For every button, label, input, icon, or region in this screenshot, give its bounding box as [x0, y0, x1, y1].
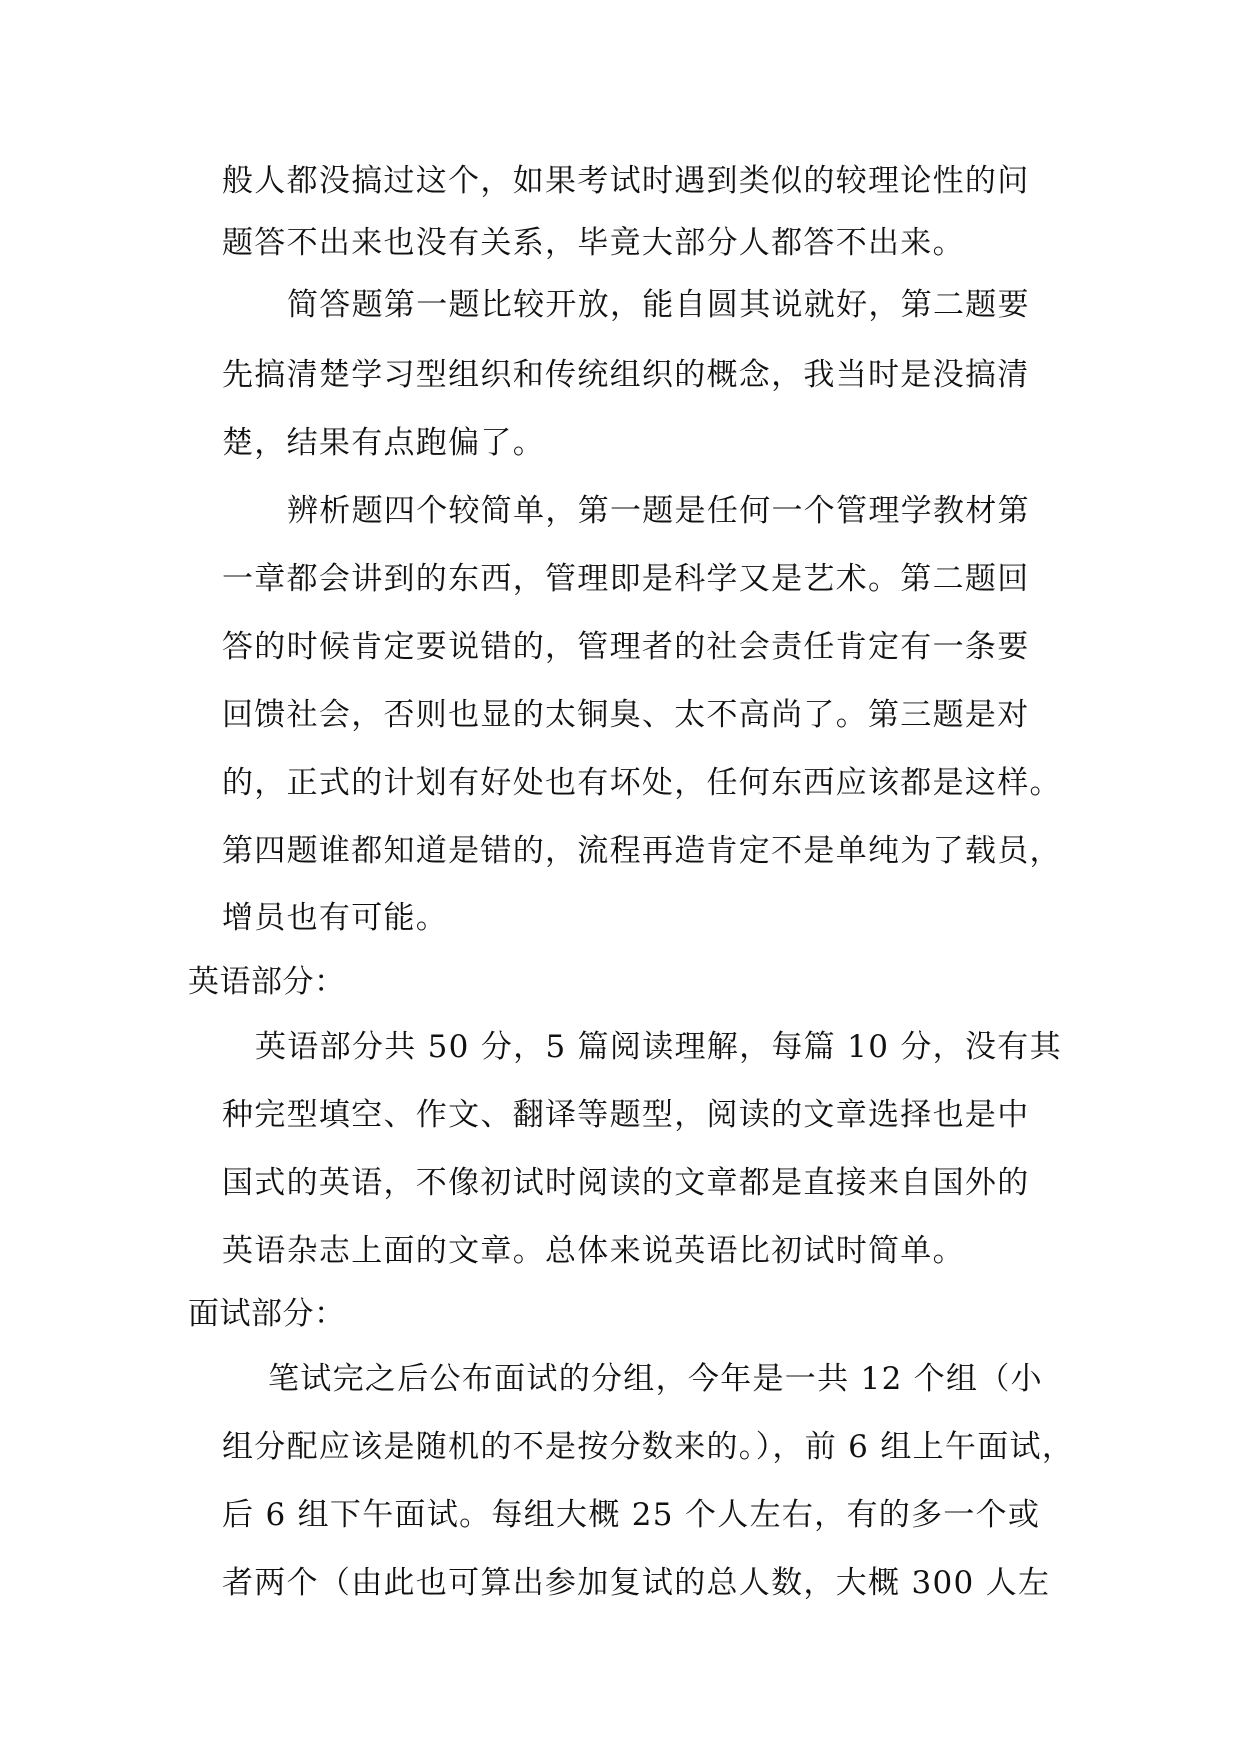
- text-line: 先搞清楚学习型组织和传统组织的概念，我当时是没搞清: [222, 357, 1030, 393]
- text-line: 回馈社会，否则也显的太铜臭、太不高尚了。第三题是对: [222, 697, 1030, 733]
- text-line: 增员也有可能。: [222, 900, 449, 936]
- text-line: 辨析题四个较简单，第一题是任何一个管理学教材第: [287, 493, 1030, 529]
- text-line: 英语杂志上面的文章。总体来说英语比初试时简单。: [222, 1233, 965, 1269]
- text-line: 题答不出来也没有关系，毕竟大部分人都答不出来。: [222, 225, 965, 261]
- section-heading-english: 英语部分：: [188, 964, 346, 1000]
- text-line: 种完型填空、作文、翻译等题型，阅读的文章选择也是中: [222, 1097, 1030, 1133]
- text-line: 答的时候肯定要说错的，管理者的社会责任肯定有一条要: [222, 629, 1030, 665]
- text-line: 笔试完之后公布面试的分组，今年是一共 12 个组（小: [268, 1361, 1043, 1397]
- text-line: 简答题第一题比较开放，能自圆其说就好，第二题要: [287, 287, 1030, 323]
- text-line: 英语部分共 50 分，5 篇阅读理解，每篇 10 分，没有其: [255, 1029, 1062, 1065]
- text-line: 国式的英语，不像初试时阅读的文章都是直接来自国外的: [222, 1165, 1030, 1201]
- text-line: 的，正式的计划有好处也有坏处，任何东西应该都是这样。: [222, 765, 1062, 801]
- text-line: 一章都会讲到的东西，管理即是科学又是艺术。第二题回: [222, 561, 1030, 597]
- text-line: 组分配应该是随机的不是按分数来的。），前 6 组上午面试，: [222, 1429, 1075, 1465]
- text-line: 第四题谁都知道是错的，流程再造肯定不是单纯为了载员，: [222, 833, 1062, 869]
- text-line: 者两个（由此也可算出参加复试的总人数，大概 300 人左: [222, 1565, 1051, 1601]
- section-heading-interview: 面试部分：: [188, 1296, 346, 1332]
- text-line: 后 6 组下午面试。每组大概 25 个人左右，有的多一个或: [222, 1497, 1041, 1533]
- text-line: 般人都没搞过这个，如果考试时遇到类似的较理论性的问: [222, 163, 1030, 199]
- text-line: 楚，结果有点跑偏了。: [222, 425, 545, 461]
